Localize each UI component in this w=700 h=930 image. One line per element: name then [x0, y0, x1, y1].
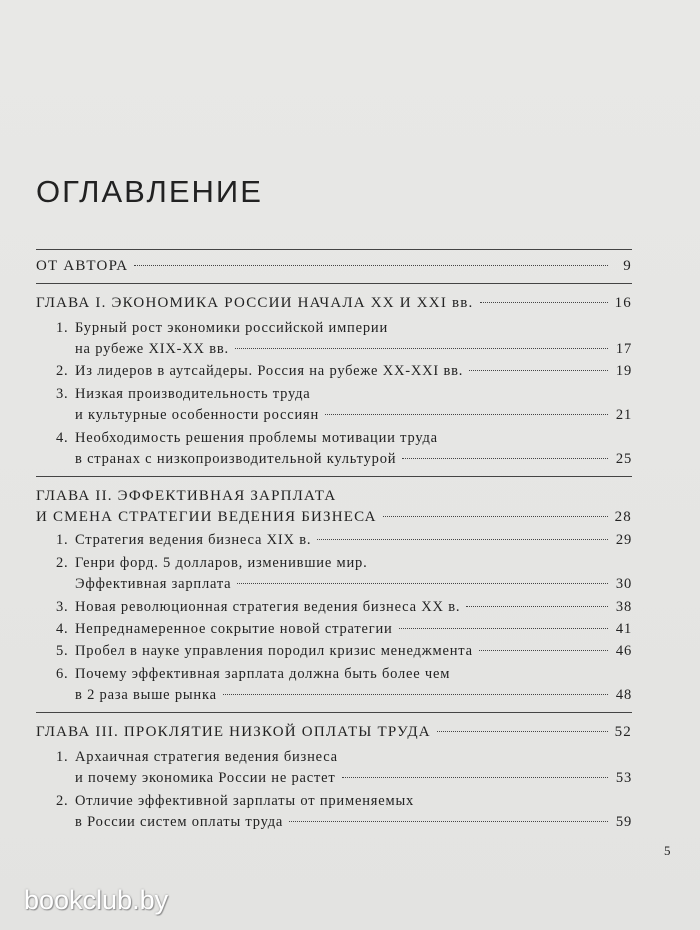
toc-entry-title: Необходимость решения проблемы мотивации труда [75, 430, 438, 446]
toc-entry-title: Отличие эффективной зарплаты от применяемых [75, 793, 415, 809]
toc-page-number: 25 [615, 451, 632, 467]
toc-section-number: 1. [56, 532, 69, 548]
toc-entry-title-cont: в России систем оплаты труда [75, 814, 284, 830]
toc-entry-section[interactable] [36, 384, 632, 426]
toc-section-number: 1. [56, 320, 69, 336]
toc-entry-section[interactable] [36, 318, 632, 360]
toc-page-number: 29 [615, 532, 632, 548]
toc-page-number: 53 [615, 770, 632, 786]
toc-entry-section[interactable] [36, 664, 632, 706]
toc-entry-title-cont: и культурные особенности россиян [75, 407, 320, 423]
toc-section-number: 5. [56, 643, 69, 659]
watermark: bookclub.by [24, 885, 169, 915]
toc-entry-title: Бурный рост экономики российской империи [75, 320, 389, 336]
toc-entry-title-cont: в 2 раза выше рынка [75, 687, 217, 703]
toc-entry-title-cont: и почему экономика России не растет [75, 770, 336, 786]
toc-entry-section[interactable] [36, 553, 632, 595]
toc-section-number: 2. [56, 793, 69, 809]
toc-page-number: 38 [615, 599, 632, 615]
toc-entry-title: Непреднамеренное сокрытие новой стратегии [75, 621, 393, 637]
toc-page-number: 21 [615, 407, 632, 423]
toc-page-number: 9 [623, 258, 632, 274]
toc-entry-section[interactable] [36, 530, 632, 551]
toc-page-number: 52 [614, 724, 632, 740]
toc-entry-title: Почему эффективная зарплата должна быть более чем [75, 666, 451, 682]
toc-entry-title: Генри форд. 5 долларов, изменившие мир. [75, 555, 368, 571]
toc-entry-chapter-1[interactable] [36, 293, 632, 314]
page-title: ОГЛАВЛЕНИЕ [36, 174, 263, 209]
toc-entry-chapter-3[interactable] [36, 722, 632, 743]
toc-entry-title: ГЛАВА III. ПРОКЛЯТИЕ НИЗКОЙ ОПЛАТЫ ТРУДА [36, 724, 431, 740]
toc-section-number: 6. [56, 666, 69, 682]
toc-entry-title: Из лидеров в аутсайдеры. Россия на рубеже XX-XXI вв. [75, 363, 464, 379]
toc-entry-title: ГЛАВА I. ЭКОНОМИКА РОССИИ НАЧАЛА XX И XXI вв. [36, 295, 474, 311]
page-folio-number: 5 [664, 843, 671, 858]
toc-section-number: 4. [56, 430, 69, 446]
toc-entry-section[interactable] [36, 428, 632, 470]
toc-entry-section[interactable] [36, 747, 632, 789]
divider [36, 712, 632, 713]
toc-entry-title: ОТ АВТОРА [36, 258, 129, 274]
toc-section-number: 2. [56, 555, 69, 571]
toc-entry-chapter-2[interactable] [36, 486, 632, 528]
divider [36, 476, 632, 477]
toc-page-number: 17 [615, 341, 632, 357]
toc-entry-title: Пробел в науке управления породил кризис менеджмента [75, 643, 473, 659]
toc-entry-section[interactable] [36, 641, 632, 662]
toc-entry-section[interactable] [36, 791, 632, 833]
toc-page-number: 30 [615, 576, 632, 592]
toc-entry-author[interactable] [36, 256, 632, 277]
toc-entry-section[interactable] [36, 361, 632, 382]
toc-entry-section[interactable] [36, 597, 632, 618]
toc-entry-title-cont: в странах с низкопроизводительной культурой [75, 451, 397, 467]
toc-entry-title: Стратегия ведения бизнеса XIX в. [75, 532, 312, 548]
toc-entry-title: Низкая производительность труда [75, 386, 311, 402]
divider [36, 249, 632, 250]
toc-entry-title: Архаичная стратегия ведения бизнеса [75, 749, 338, 765]
toc-page-number: 41 [615, 621, 632, 637]
divider [36, 283, 632, 284]
toc-entry-title: Новая революционная стратегия ведения бизнеса XX в. [75, 599, 461, 615]
toc-entry-section[interactable] [36, 619, 632, 640]
toc-section-number: 4. [56, 621, 69, 637]
toc-page-number: 16 [614, 295, 632, 311]
toc-page-number: 19 [615, 363, 632, 379]
toc-entry-title-cont: Эффективная зарплата [75, 576, 232, 592]
toc-section-number: 1. [56, 749, 69, 765]
toc-section-number: 3. [56, 386, 69, 402]
toc-page-number: 46 [615, 643, 632, 659]
toc-section-number: 3. [56, 599, 69, 615]
toc-section-number: 2. [56, 363, 69, 379]
toc-page-number: 48 [615, 687, 632, 703]
toc-page-number: 59 [615, 814, 632, 830]
toc-entry-title-cont: на рубеже XIX-XX вв. [75, 341, 229, 357]
toc-entry-title-cont: И СМЕНА СТРАТЕГИИ ВЕДЕНИЯ БИЗНЕСА [36, 509, 377, 525]
toc-page-number: 28 [614, 509, 632, 525]
toc-entry-title: ГЛАВА II. ЭФФЕКТИВНАЯ ЗАРПЛАТА [36, 488, 337, 504]
